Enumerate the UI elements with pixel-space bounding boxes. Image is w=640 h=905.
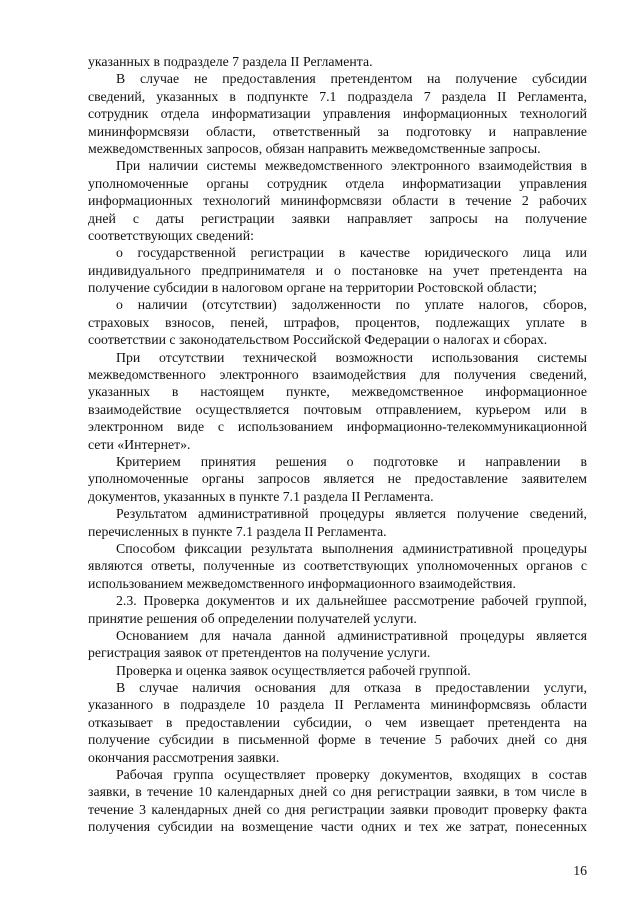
text-line: о наличии (отсутствии) задолженности по уплате налогов, сборов, [116,297,587,313]
section-heading-line: принятие решения об определении получателей услуги. [88,610,417,626]
text-line: сведений, указанных в подпункте 7.1 подраздела 7 раздела II Регламента, [88,88,587,104]
text-line: сети «Интернет». [88,436,191,452]
paragraph [88,157,587,244]
text-line: Способом фиксации результата выполнения административной процедуры [116,540,587,556]
text-line: являются ответы, полученные из соответствующих уполномоченных органов с [88,558,587,574]
text-line: страховых взносов, пеней, штрафов, процентов, подлежащих уплате в [88,314,587,330]
text-line: электронном виде с использованием информационно-телекоммуникационной [88,419,587,435]
text-line: межведомственного электронного взаимодействия для получения сведений, [88,367,587,383]
text-line: В случае не предоставления претендентом на получение субсидии [116,71,587,87]
text-line: При наличии системы межведомственного электронного взаимодействия в [116,158,587,174]
text-line: о государственной регистрации в качестве юридического лица или [116,245,587,261]
text-line: При отсутствии технической возможности использования системы [116,349,587,365]
text-line: уполномоченные органы сотрудник отдела информатизации управления [88,175,587,191]
paragraph [88,540,587,592]
text-line: Критерием принятия решения о подготовке и направлении в [116,453,587,469]
text-line: информационных технологий мининформсвязи области в течение 2 рабочих [88,193,587,209]
text-line: использованием межведомственного информационного взаимодействия. [88,575,516,591]
text-line: документов, указанных в пункте 7.1 раздела II Регламента. [88,488,434,504]
text-line: В случае наличия основания для отказа в предоставлении услуги, [116,680,587,696]
text-line: указанного в подразделе 10 раздела II Регламента мининформсвязь области [88,697,587,713]
text-line: Рабочая группа осуществляет проверку документов, входящих в состав [116,767,587,783]
paragraph [88,679,587,766]
text-line: отказывает в предоставлении субсидии, о чем извещает претендента на [88,714,587,730]
paragraph [88,592,587,627]
paragraph [88,662,587,679]
text-line: регистрация заявок от претендентов на получение услуги. [88,645,431,661]
text-line: указанных в подразделе 7 раздела II Регламента. [88,54,373,69]
text-line: окончания рассмотрения заявки. [88,749,280,765]
paragraph [88,766,587,836]
text-line: заявки, в течение 10 календарных дней со дня регистрации заявки, в том числе в [88,784,587,800]
text-line: указанных в настоящем пункте, межведомственное информационное [88,384,587,400]
text-line: соответствии с законодательством Российской Федерации о налогах и сборах. [88,332,548,348]
text-line: Проверка и оценка заявок осуществляется рабочей группой. [116,662,471,678]
paragraph [88,53,587,70]
paragraph [88,505,587,540]
text-line: получение субсидии в письменной форме в течение 5 рабочих дней со дня [88,732,587,748]
text-line: индивидуального предпринимателя и о постановке на учет претендента на [88,262,587,278]
text-line: дней с даты регистрации заявки направляет запросы на получение [88,210,587,226]
text-line: получения субсидии на возмещение части одних и тех же затрат, понесенных [88,819,587,835]
text-line: взаимодействие осуществляется почтовым отправлением, курьером или в [88,401,587,417]
text-line: межведомственных запросов, обязан направить межведомственные запросы. [88,140,541,156]
text-line: перечисленных в пункте 7.1 раздела II Регламента. [88,523,387,539]
page-number: 16 [573,863,587,878]
text-line: мининформсвязи области, ответственный за подготовку и направление [88,123,587,139]
paragraph [88,349,587,453]
text-line: Результатом административной процедуры является получение сведений, [116,506,587,522]
text-line: уполномоченные органы запросов является не предоставление заявителем [88,471,587,487]
paragraph [88,627,587,662]
text-line: получение субсидии в налоговом органе на территории Ростовской области; [88,280,537,296]
text-line: соответствующих сведений: [88,227,254,243]
paragraph [88,70,587,157]
paragraph [88,296,587,348]
text-line: Основанием для начала данной административной процедуры является [116,627,587,643]
paragraph [88,453,587,505]
paragraph [88,244,587,296]
text-line: сотрудник отдела информатизации управления информационных технологий [88,106,587,122]
section-heading-line: 2.3. Проверка документов и их дальнейшее рассмотрение рабочей группой, [116,593,587,609]
text-line: течение 3 календарных дней со дня регистрации заявки проводит проверку факта [88,801,587,817]
page-body [88,53,587,836]
